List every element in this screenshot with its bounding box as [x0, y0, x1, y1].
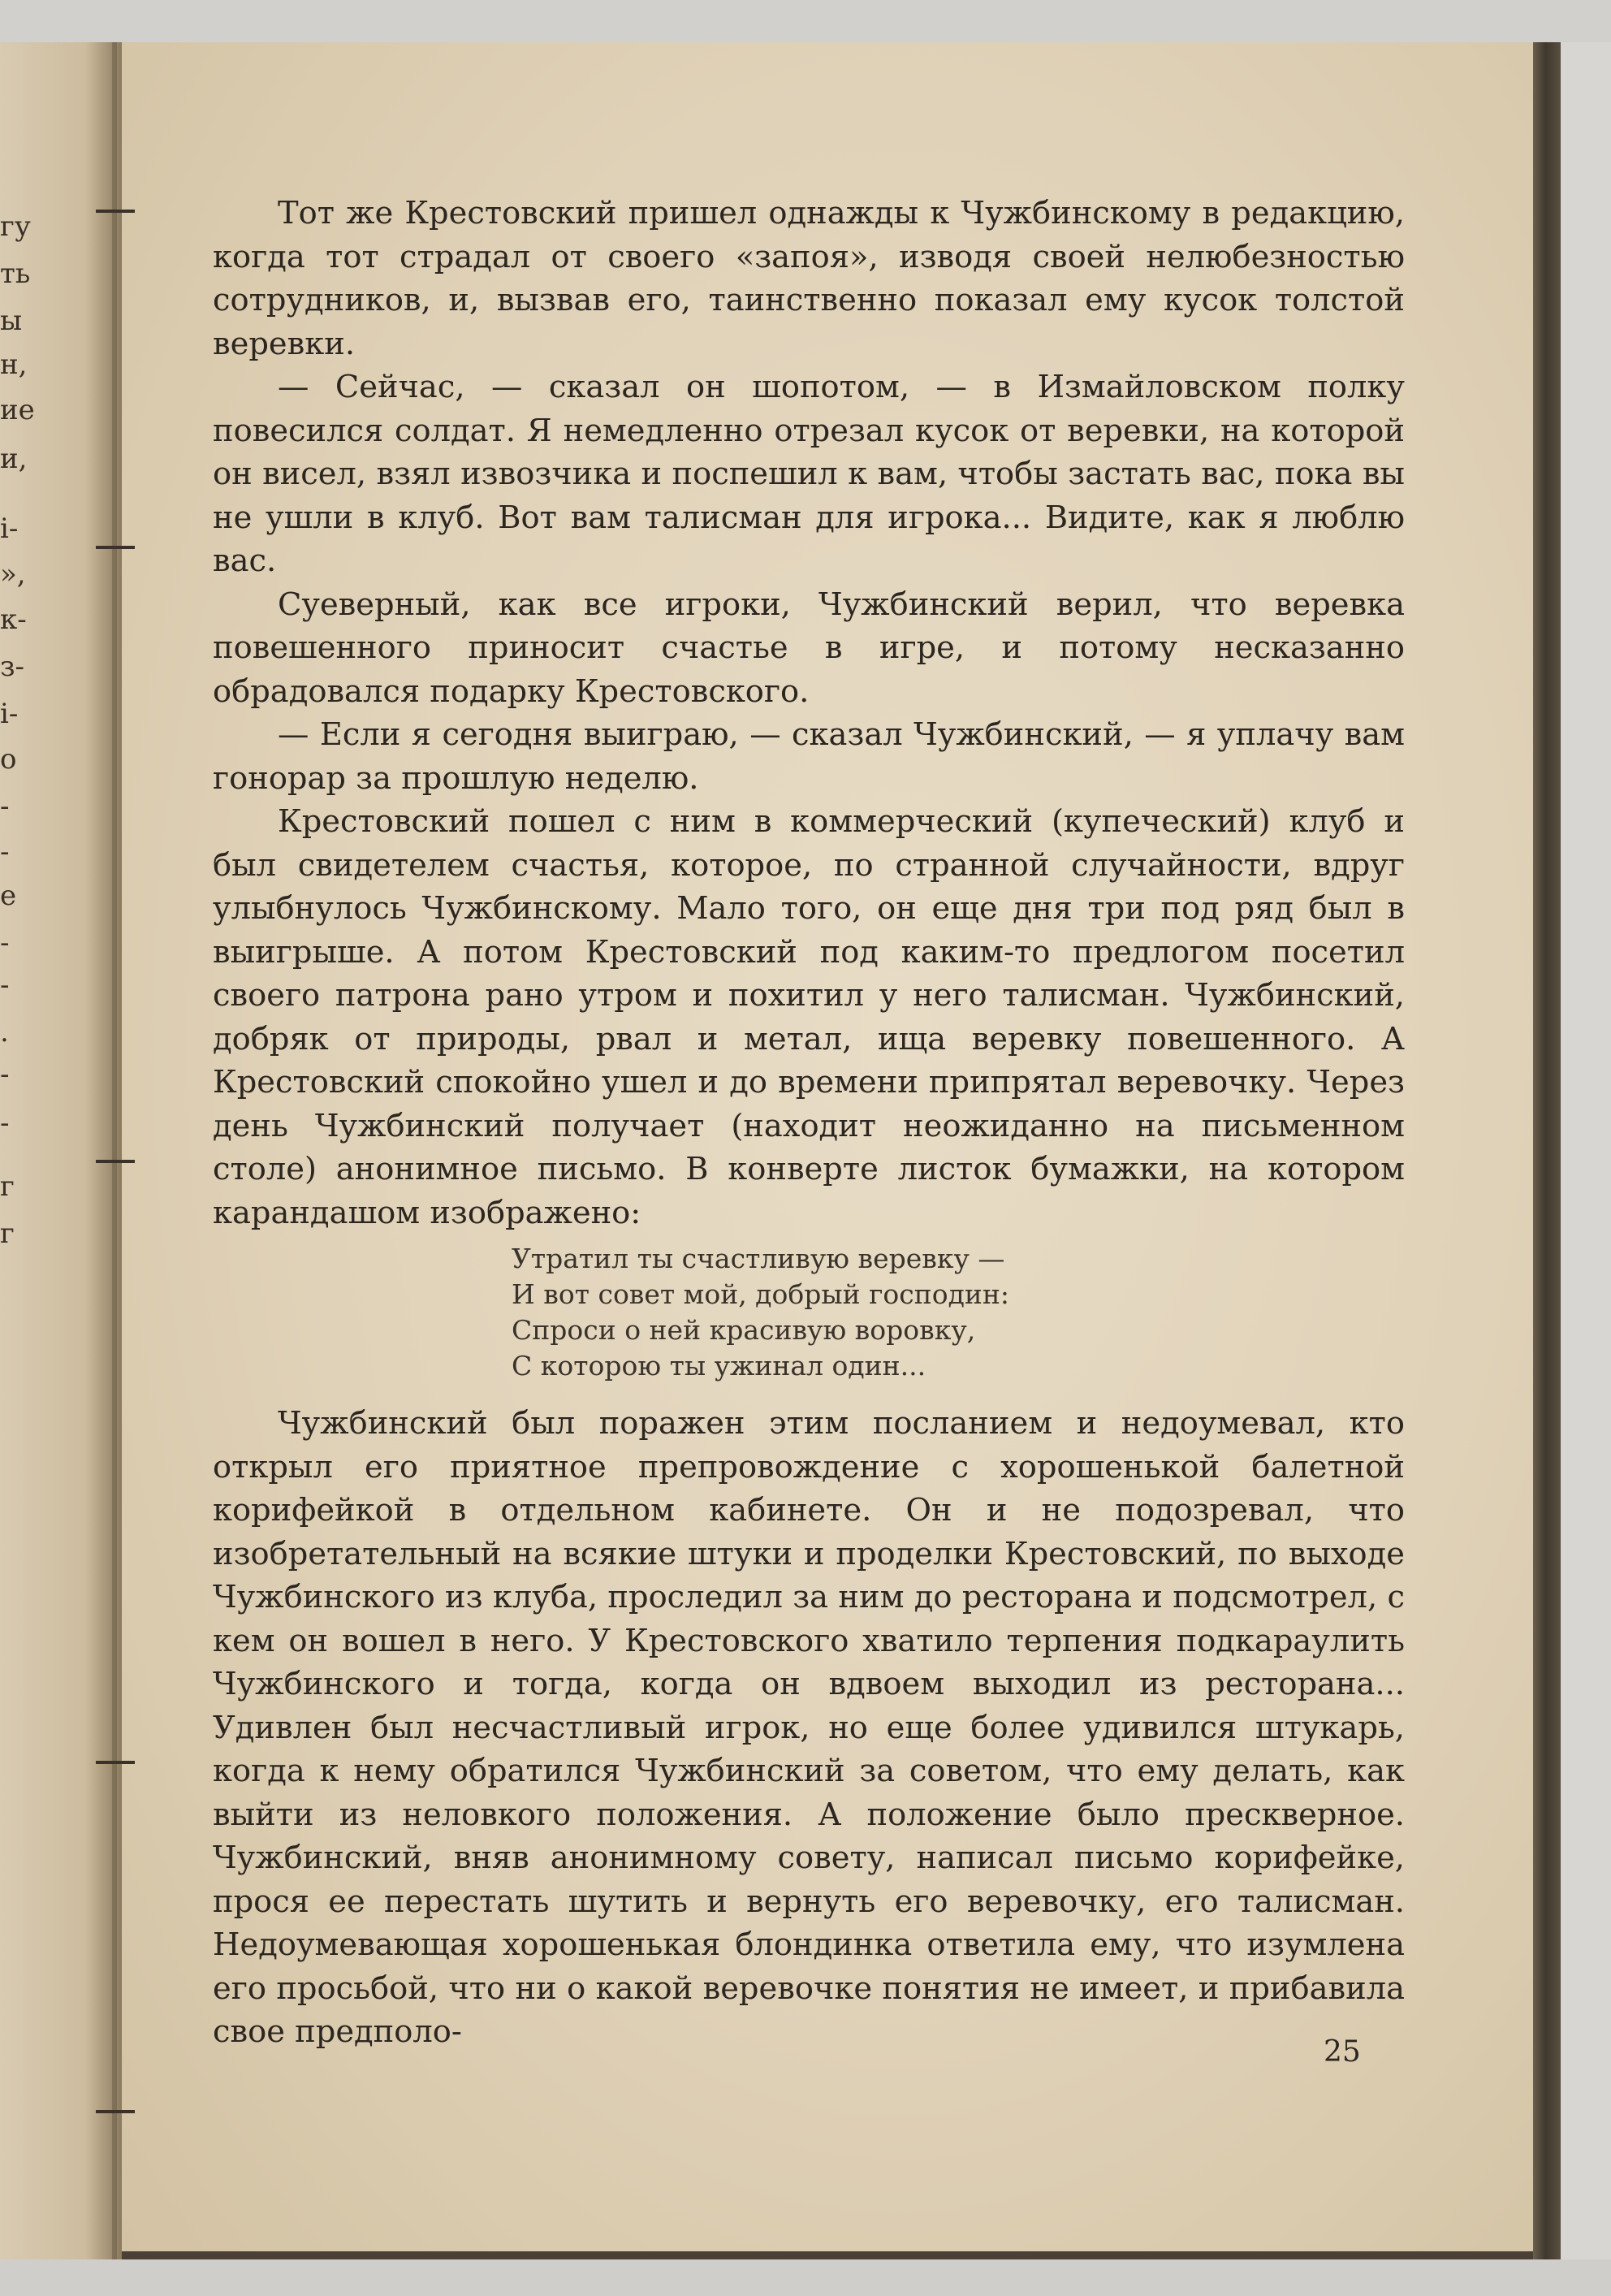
left-page-fragment: - — [0, 790, 10, 823]
left-page-fragment: г — [0, 1170, 15, 1203]
left-page-fragment: - — [0, 969, 10, 1001]
poem-line: Спроси о ней красивую воровку, — [512, 1314, 976, 1346]
paragraph: Тот же Крестовский пришел однажды к Чужбинскому в редакцию, когда тот страдал от своего «запоя», изводя своей нелюбезностью сотрудников, и, вызвав его, таинственно показал ему кусок толстой веревки. — [213, 195, 1405, 362]
left-page-fragment: - — [0, 1058, 10, 1091]
left-page-fragment: з- — [0, 651, 25, 683]
paragraph: — Сейчас, — сказал он шопотом, — в Измайловском полку повесился солдат. Я немедленно отрезал кусок от веревки, на которой он висел, взял извозчика и поспешил к вам, чтобы застать вас, пока вы не ушли в клуб. Вот вам талисман для игрока... Видите, как я люблю вас. — [213, 369, 1405, 579]
left-page-fragment: - — [0, 1107, 10, 1139]
left-page-fragment: и, — [0, 443, 28, 475]
left-page-fragment: », — [0, 558, 26, 590]
scan-background-right — [1561, 42, 1611, 2259]
left-page-fragment: о — [0, 743, 17, 776]
left-page-fragment: і- — [0, 512, 19, 545]
binding-thread-mark — [96, 546, 135, 549]
left-page-fragment: - — [0, 836, 10, 868]
left-page-fragment: - — [0, 927, 10, 959]
left-page-fragment: ы — [0, 305, 23, 337]
binding-thread-mark — [96, 1160, 135, 1163]
binding-thread-mark — [96, 1761, 135, 1764]
body-text-top — [213, 192, 1405, 1234]
page-gutter — [112, 42, 117, 2259]
left-page-fragment: . — [0, 1016, 9, 1049]
paragraph: Суеверный, как все игроки, Чужбинский верил, что веревка повешенного приносит счастье в игре, и потому несказанно обрадовался подарку Крестовского. — [213, 586, 1405, 710]
left-page-fragment: к- — [0, 603, 27, 636]
poem-line: С которою ты ужинал один... — [512, 1350, 926, 1381]
left-page-fragment: е — [0, 880, 17, 912]
poem-stanza — [512, 1241, 1129, 1384]
poem-line: Утратил ты счастливую веревку — — [512, 1243, 1005, 1274]
body-text-bottom — [213, 1402, 1405, 2054]
scan-background-top — [0, 0, 1611, 42]
left-page-fragment: г — [0, 1217, 15, 1250]
binding-thread-mark — [96, 2110, 135, 2113]
poem-line: И вот совет мой, добрый господин: — [512, 1278, 1010, 1310]
scan-background-bottom — [0, 2259, 1611, 2296]
left-page-fragment: ие — [0, 394, 35, 426]
left-page-fragment: н, — [0, 348, 28, 381]
binding-thread-mark — [96, 210, 135, 213]
page-bottom-shadow — [122, 2251, 1533, 2259]
page-number: 25 — [1324, 2035, 1361, 2069]
left-page-fragment: ть — [0, 257, 31, 290]
paragraph: Крестовский пошел с ним в коммерческий (купеческий) клуб и был свидетелем счастья, которое, по странной случайности, вдруг улыбнулось Чужбинскому. Мало того, он еще дня три под ряд был в выигрыше. А потом Крестовский под каким-то предлогом посетил своего патрона рано утром и похитил у него талисман. Чужбинский, добряк от природы, рвал и метал, ища веревку повешенного. А Крестовский спокойно ушел и до времени припрятал веревочку. Через день Чужбинский получает (находит неожиданно на письменном столе) анонимное письмо. В конверте листок бумажки, на котором карандашом изображено: — [213, 803, 1405, 1231]
left-page-fragment: гу — [0, 210, 31, 243]
paragraph: — Если я сегодня выиграю, — сказал Чужбинский, — я уплачу вам гонорар за прошлую неделю. — [213, 716, 1405, 797]
paragraph: Чужбинский был поражен этим посланием и недоумевал, кто открыл его приятное препровождение с хорошенькой балетной корифейкой в отдельном кабинете. Он и не подозревал, что изобретательный на всякие штуки и проделки Крестовский, по выходе Чужбинского из клуба, проследил за ним до ресторана и подсмотрел, с кем он вошел в него. У Крестовского хватило терпения подкараулить Чужбинского и тогда, когда он вдвоем выходил из ресторана... Удивлен был несчастливый игрок, но еще более удивился штукарь, когда к нему обратился Чужбинский за советом, что ему делать, как выйти из неловкого положения. А положение было прескверное. Чужбинский, вняв анонимному совету, написал письмо корифейке, прося ее перестать шутить и вернуть его веревочку, его талисман. Недоумевающая хорошенькая блондинка ответила ему, что изумлена его просьбой, что ни о какой веревочке понятия не имеет, и прибавила свое предполо- — [213, 1405, 1405, 2050]
left-page-fragment: і- — [0, 698, 19, 730]
book-spine-shadow — [1533, 42, 1561, 2259]
